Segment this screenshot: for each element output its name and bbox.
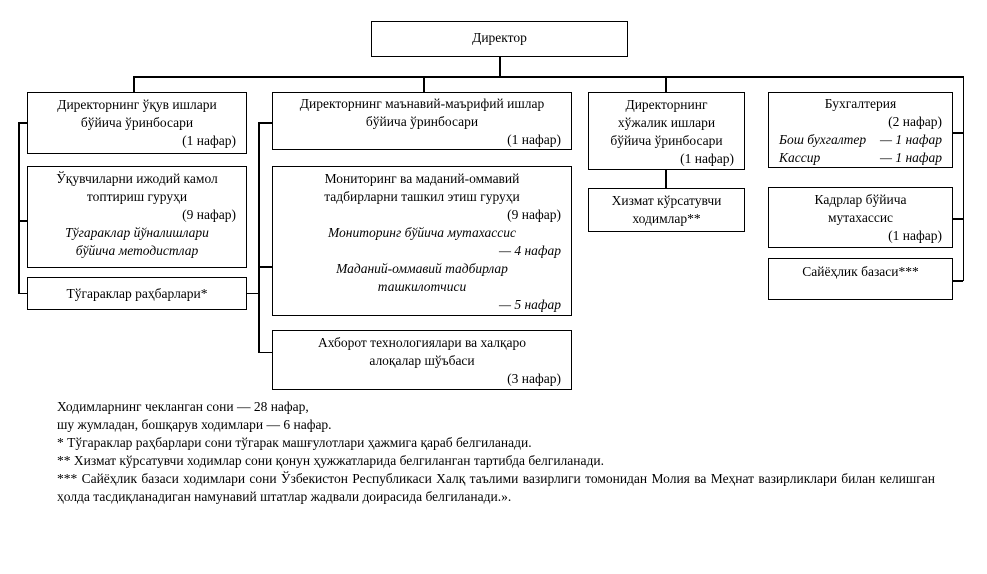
box-creative-development-group xyxy=(27,166,247,268)
accounting-row xyxy=(773,149,948,167)
staff-count: (1 нафар) xyxy=(507,132,561,147)
position-count: — 1 нафар xyxy=(879,150,942,165)
connector-col2-stub2 xyxy=(258,266,273,268)
title-line: Тўгараклар раҳбарлари* xyxy=(66,286,208,301)
title-line: тадбирларни ташкил этиш гуруҳи xyxy=(324,189,520,204)
title-line: Ахборот технологиялари ва халқаро xyxy=(317,335,527,350)
box-service-staff xyxy=(588,188,745,232)
position-count: — 1 нафар xyxy=(879,132,942,147)
subtitle-line: Мониторинг бўйича мутахассис xyxy=(328,225,516,240)
title-line: Хизмат кўрсатувчи xyxy=(611,193,722,208)
title-line: Бухгалтерия xyxy=(824,96,897,111)
box-deputy-academic xyxy=(27,92,247,154)
staff-count: (2 нафар) xyxy=(888,114,942,129)
title-line: хўжалик ишлари xyxy=(617,115,716,130)
title-line: алоқалар шўъбаси xyxy=(369,353,475,368)
staff-count: (9 нафар) xyxy=(507,207,561,222)
footnote-asterisk-1: * Тўгараклар раҳбарлари сони тўгарак машғулотлари ҳажмига қараб белгиланади. xyxy=(57,435,532,450)
connector-col3-link xyxy=(665,170,667,188)
footnote-asterisk-3: *** Сайёҳлик базаси ходимлари сони Ўзбекистон Республикаси Халқ таълими вазирлиги томонидан Молия ва Меҳнат вазирликлари билан келишган ҳолда тасдиқланадиган намунавий штатлар жадвали доирасида белгиланади.». xyxy=(57,471,935,504)
connector-drop-col1 xyxy=(133,76,135,92)
connector-top-line xyxy=(133,76,964,78)
subtitle-line: бўйича методистлар xyxy=(75,243,199,258)
title-line: Мониторинг ва маданий-оммавий xyxy=(324,171,520,186)
staff-count: (1 нафар) xyxy=(888,228,942,243)
subtitle-line: Тўгараклар йўналишлари xyxy=(65,225,209,240)
director-label: Директор xyxy=(472,30,527,45)
staff-count: — 5 нафар xyxy=(498,297,561,312)
footnote-total: Ходимларнинг чекланган сони — 28 нафар, xyxy=(57,399,309,414)
title-line: ходимлар** xyxy=(632,211,701,226)
box-deputy-economic xyxy=(588,92,745,170)
staff-count: (9 нафар) xyxy=(182,207,236,222)
staff-count: (1 нафар) xyxy=(680,151,734,166)
title-line: Директорнинг маънавий-маърифий ишлар xyxy=(299,96,545,111)
box-accounting xyxy=(768,92,953,168)
title-line: Директорнинг xyxy=(625,97,708,112)
title-line: топтириш гуруҳи xyxy=(86,189,188,204)
title-line: Директорнинг ўқув ишлари xyxy=(57,97,217,112)
footnote-asterisk-2: ** Хизмат кўрсатувчи ходимлар сони қонун ҳужжатларида белгиланган тартибда белгиланади. xyxy=(57,453,604,468)
subtitle-line: ташкилотчиси xyxy=(377,279,467,294)
box-tourism-base xyxy=(768,258,953,300)
connector-col4-stub3 xyxy=(953,280,963,282)
connector-col4-stub2 xyxy=(953,218,963,220)
connector-col4-stub1 xyxy=(953,132,963,134)
subtitle-line: Маданий-оммавий тадбирлар xyxy=(336,261,508,276)
staff-count: — 4 нафар xyxy=(498,243,561,258)
connector-leaders-stub xyxy=(247,293,259,295)
connector-right-bracket xyxy=(963,76,965,281)
connector-col2-stub1 xyxy=(258,122,273,124)
staff-count: (3 нафар) xyxy=(507,371,561,386)
accounting-row xyxy=(773,131,948,149)
title-line: Ўқувчиларни ижодий камол xyxy=(56,171,218,186)
box-monitoring-group xyxy=(272,166,572,316)
title-line: бўйича ўринбосари xyxy=(365,114,479,129)
title-line: мутахассис xyxy=(827,210,894,225)
box-it-department xyxy=(272,330,572,390)
connector-col2-bracket xyxy=(258,122,260,353)
connector-col2-stub3 xyxy=(258,352,273,354)
footnote-management: шу жумладан, бошқарув ходимлари — 6 нафар. xyxy=(57,417,332,432)
position-label: Бош бухгалтер xyxy=(779,132,867,147)
title-line: бўйича ўринбосари xyxy=(80,115,194,130)
footnotes xyxy=(57,398,935,506)
connector-drop-col3 xyxy=(665,76,667,92)
connector-col1-bracket xyxy=(18,122,20,294)
connector-drop-col2 xyxy=(423,76,425,92)
title-line: бўйича ўринбосари xyxy=(610,133,723,148)
staff-count: (1 нафар) xyxy=(182,133,236,148)
connector-director-stub xyxy=(499,57,501,77)
position-label: Кассир xyxy=(779,150,821,165)
box-club-leaders xyxy=(27,277,247,310)
box-hr-specialist xyxy=(768,187,953,248)
box-director xyxy=(371,21,628,57)
box-deputy-spiritual xyxy=(272,92,572,150)
title-line: Сайёҳлик базаси*** xyxy=(802,264,919,279)
title-line: Кадрлар бўйича xyxy=(814,192,907,207)
